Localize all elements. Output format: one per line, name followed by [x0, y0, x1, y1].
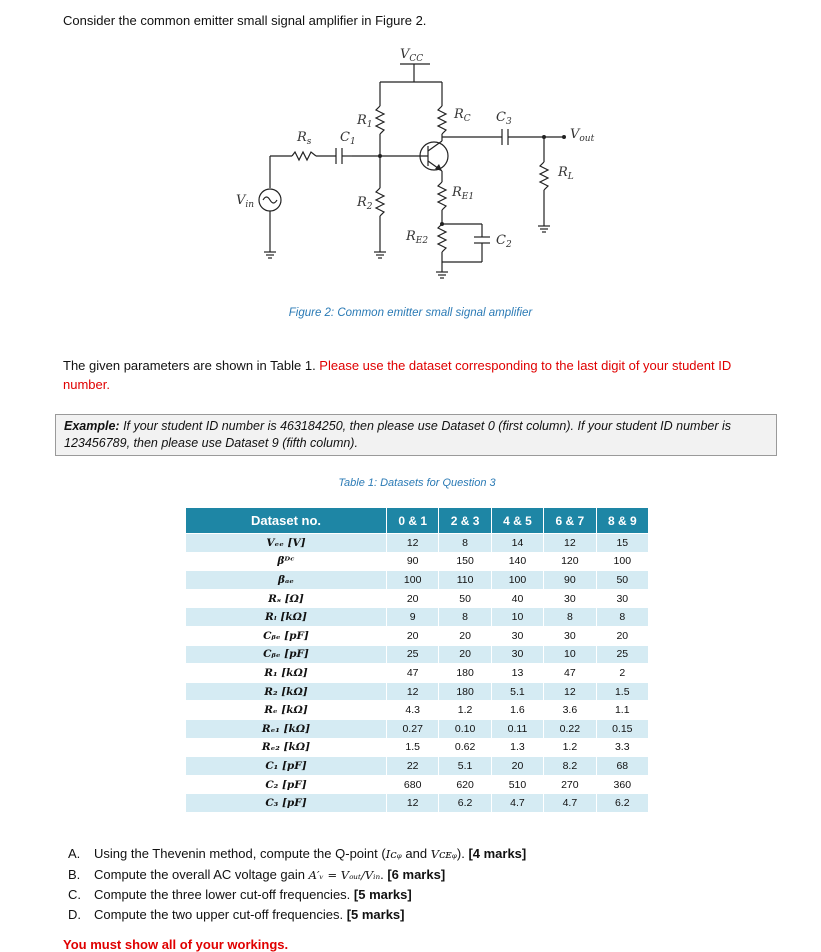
example-label: Example: — [64, 419, 120, 433]
circuit-diagram — [230, 40, 620, 310]
table-row — [186, 701, 649, 720]
header-8-9: 8 & 9 — [596, 508, 648, 534]
value-cell: 180 — [439, 682, 491, 701]
value-cell: 620 — [439, 775, 491, 794]
label-rs: $R_s$ — [297, 130, 312, 147]
value-cell: 20 — [491, 757, 543, 776]
value-cell: 140 — [491, 552, 543, 571]
value-cell: 12 — [544, 534, 596, 553]
table-row — [186, 626, 649, 645]
value-cell: 47 — [387, 664, 439, 683]
intro-text: Consider the common emitter small signal amplifier in Figure 2. — [63, 13, 427, 28]
parameter-cell: Rₑ₁ [kΩ] — [186, 719, 387, 738]
label-re1: $R_{E1}$ — [452, 185, 475, 202]
value-cell: 1.1 — [596, 701, 648, 720]
value-cell: 1.2 — [439, 701, 491, 720]
value-cell: 4.7 — [544, 794, 596, 813]
parameter-cell: C₂ [pF] — [186, 775, 387, 794]
table-row — [186, 645, 649, 664]
value-cell: 20 — [439, 645, 491, 664]
value-cell: 150 — [439, 552, 491, 571]
table-row — [186, 738, 649, 757]
value-cell: 30 — [544, 589, 596, 608]
value-cell: 30 — [491, 645, 543, 664]
header-0-1: 0 & 1 — [387, 508, 439, 534]
parameter-cell: Rₑ₂ [kΩ] — [186, 738, 387, 757]
value-cell: 0.15 — [596, 719, 648, 738]
label-rl: $R_L$ — [558, 165, 574, 182]
value-cell: 680 — [387, 775, 439, 794]
value-cell: 22 — [387, 757, 439, 776]
value-cell: 12 — [387, 534, 439, 553]
table-row — [186, 571, 649, 590]
question-b: B. Compute the overall AC voltage gain A′ᵥ = Vₒᵤₜ/Vᵢₙ. [6 marks] — [68, 866, 446, 882]
value-cell: 12 — [387, 794, 439, 813]
question-a: A. Using the Thevenin method, compute the Q-point (Iᴄᵩ and Vᴄᴇᵩ). [4 marks] — [68, 846, 527, 861]
value-cell: 15 — [596, 534, 648, 553]
value-cell: 10 — [491, 608, 543, 627]
example-text: If your student ID number is 463184250, then please use Dataset 0 (first column). If your student ID number is 123456789, then please use Dataset 9 (fifth column). — [64, 419, 732, 450]
value-cell: 120 — [544, 552, 596, 571]
value-cell: 3.3 — [596, 738, 648, 757]
table-row — [186, 794, 649, 813]
value-cell: 20 — [387, 589, 439, 608]
value-cell: 3.6 — [544, 701, 596, 720]
value-cell: 10 — [544, 645, 596, 664]
parameter-cell: C₃ [pF] — [186, 794, 387, 813]
table-row — [186, 589, 649, 608]
table-row — [186, 682, 649, 701]
parameter-cell: Vₑₑ [V] — [186, 534, 387, 553]
value-cell: 6.2 — [596, 794, 648, 813]
datasets-table — [185, 507, 649, 813]
value-cell: 110 — [439, 571, 491, 590]
value-cell: 0.27 — [387, 719, 439, 738]
value-cell: 12 — [387, 682, 439, 701]
value-cell: 1.6 — [491, 701, 543, 720]
value-cell: 68 — [596, 757, 648, 776]
value-cell: 12 — [544, 682, 596, 701]
parameter-cell: βₐₑ — [186, 571, 387, 590]
value-cell: 100 — [596, 552, 648, 571]
question-d: D. Compute the two upper cut-off frequencies. [5 marks] — [68, 906, 405, 922]
header-2-3: 2 & 3 — [439, 508, 491, 534]
value-cell: 20 — [439, 626, 491, 645]
value-cell: 180 — [439, 664, 491, 683]
value-cell: 1.5 — [387, 738, 439, 757]
label-re2: $R_{E2}$ — [406, 229, 429, 246]
workings-warning: You must show all of your workings. — [63, 937, 289, 952]
value-cell: 50 — [439, 589, 491, 608]
parameter-cell: Rₛ [Ω] — [186, 589, 387, 608]
parameter-cell: R₂ [kΩ] — [186, 682, 387, 701]
value-cell: 5.1 — [439, 757, 491, 776]
parameter-cell: R₁ [kΩ] — [186, 664, 387, 683]
label-r2: $R_2$ — [357, 195, 373, 212]
value-cell: 6.2 — [439, 794, 491, 813]
label-c3: $C_3$ — [496, 110, 512, 127]
value-cell: 8 — [596, 608, 648, 627]
value-cell: 30 — [544, 626, 596, 645]
value-cell: 8 — [439, 534, 491, 553]
value-cell: 510 — [491, 775, 543, 794]
header-6-7: 6 & 7 — [544, 508, 596, 534]
value-cell: 14 — [491, 534, 543, 553]
value-cell: 90 — [387, 552, 439, 571]
header-4-5: 4 & 5 — [491, 508, 543, 534]
value-cell: 100 — [491, 571, 543, 590]
label-c2: $C_2$ — [496, 233, 512, 250]
parameter-cell: Rₑ [kΩ] — [186, 701, 387, 720]
example-box — [55, 414, 777, 456]
table-row — [186, 719, 649, 738]
value-cell: 8.2 — [544, 757, 596, 776]
value-cell: 30 — [491, 626, 543, 645]
value-cell: 4.7 — [491, 794, 543, 813]
given-instruction: Please use the dataset corresponding to the last digit of your student ID number. — [63, 358, 732, 392]
value-cell: 8 — [439, 608, 491, 627]
parameter-cell: Rₗ [kΩ] — [186, 608, 387, 627]
value-cell: 20 — [387, 626, 439, 645]
table-row — [186, 552, 649, 571]
value-cell: 8 — [544, 608, 596, 627]
value-cell: 20 — [596, 626, 648, 645]
figure-caption: Figure 2: Common emitter small signal amplifier — [288, 307, 533, 319]
parameter-cell: C₁ [pF] — [186, 757, 387, 776]
label-vin: $V_{in}$ — [236, 193, 255, 210]
table-row — [186, 608, 649, 627]
value-cell: 360 — [596, 775, 648, 794]
value-cell: 1.2 — [544, 738, 596, 757]
given-paragraph — [63, 356, 775, 394]
value-cell: 25 — [596, 645, 648, 664]
value-cell: 50 — [596, 571, 648, 590]
value-cell: 0.22 — [544, 719, 596, 738]
label-c1: $C_1$ — [340, 130, 356, 147]
table-header-row — [186, 508, 649, 534]
value-cell: 40 — [491, 589, 543, 608]
value-cell: 13 — [491, 664, 543, 683]
value-cell: 4.3 — [387, 701, 439, 720]
value-cell: 47 — [544, 664, 596, 683]
given-text: The given parameters are shown in Table 1. — [63, 358, 320, 373]
table-row — [186, 757, 649, 776]
value-cell: 270 — [544, 775, 596, 794]
table-body — [186, 534, 649, 813]
value-cell: 0.11 — [491, 719, 543, 738]
table-row — [186, 664, 649, 683]
parameter-cell: Cᵦₑ [pF] — [186, 626, 387, 645]
value-cell: 0.10 — [439, 719, 491, 738]
value-cell: 9 — [387, 608, 439, 627]
value-cell: 100 — [387, 571, 439, 590]
parameter-cell: Cᵦₑ [pF] — [186, 645, 387, 664]
value-cell: 25 — [387, 645, 439, 664]
table-caption: Table 1: Datasets for Question 3 — [338, 477, 496, 489]
question-c: C. Compute the three lower cut-off frequencies. [5 marks] — [68, 887, 412, 902]
label-vcc: $V_{CC}$ — [400, 47, 424, 64]
header-dataset: Dataset no. — [186, 508, 387, 534]
value-cell: 2 — [596, 664, 648, 683]
label-rc: $R_C$ — [454, 107, 471, 124]
value-cell: 1.3 — [491, 738, 543, 757]
value-cell: 90 — [544, 571, 596, 590]
table-row — [186, 534, 649, 553]
label-r1: $R_1$ — [357, 113, 373, 130]
table-row — [186, 775, 649, 794]
label-vout: $V_{out}$ — [570, 127, 595, 144]
parameter-cell: βᴰᶜ — [186, 552, 387, 571]
value-cell: 30 — [596, 589, 648, 608]
value-cell: 1.5 — [596, 682, 648, 701]
question-list — [68, 844, 526, 924]
value-cell: 0.62 — [439, 738, 491, 757]
value-cell: 5.1 — [491, 682, 543, 701]
